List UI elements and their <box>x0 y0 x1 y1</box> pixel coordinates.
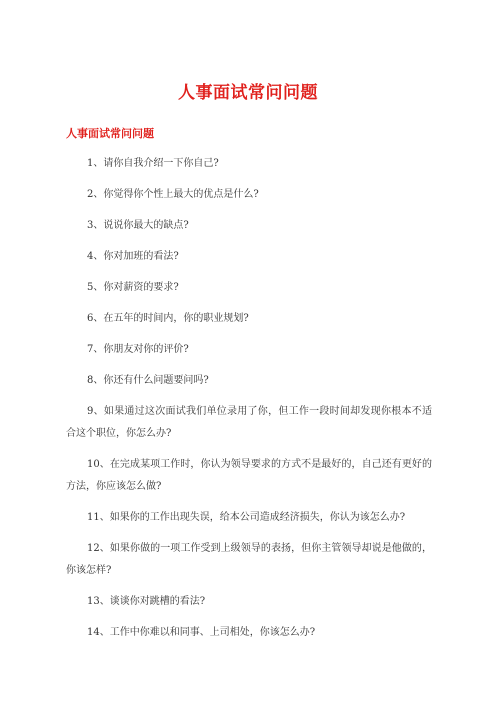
question-item: 14、工作中你难以和同事、上司相处，你该怎么办? <box>87 627 316 638</box>
section-heading: 人事面试常问问题 <box>66 127 154 140</box>
question-item: 5、你对薪资的要求? <box>87 282 179 293</box>
question-item: 9、如果通过这次面试我们单位录用了你，但工作一段时间却发现你根本不适合这个职位，你怎么办? <box>66 406 432 439</box>
document-title: 人事面试常问问题 <box>178 83 318 103</box>
question-item: 11、如果你的工作出现失误，给本公司造成经济损失，你认为该怎么办? <box>87 512 406 523</box>
question-item: 2、你觉得你个性上最大的优点是什么? <box>87 189 259 200</box>
question-list <box>66 153 432 653</box>
question-item: 8、你还有什么问题要问吗? <box>87 375 209 386</box>
question-item: 7、你朋友对你的评价? <box>87 344 189 355</box>
question-item: 10、在完成某项工作时，你认为领导要求的方式不是最好的，自己还有更好的方法，你应该怎么做? <box>66 459 432 492</box>
question-item: 13、谈谈你对跳槽的看法? <box>87 596 206 607</box>
question-item: 12、如果你做的一项工作受到上级领导的表扬，但你主管领导却说是他做的，你该怎样? <box>66 543 432 576</box>
question-item: 1、请你自我介绍一下你自己? <box>87 158 219 169</box>
question-item: 3、说说你最大的缺点? <box>87 220 189 231</box>
question-item: 6、在五年的时间内，你的职业规划? <box>87 313 249 324</box>
question-item: 4、你对加班的看法? <box>87 251 179 262</box>
